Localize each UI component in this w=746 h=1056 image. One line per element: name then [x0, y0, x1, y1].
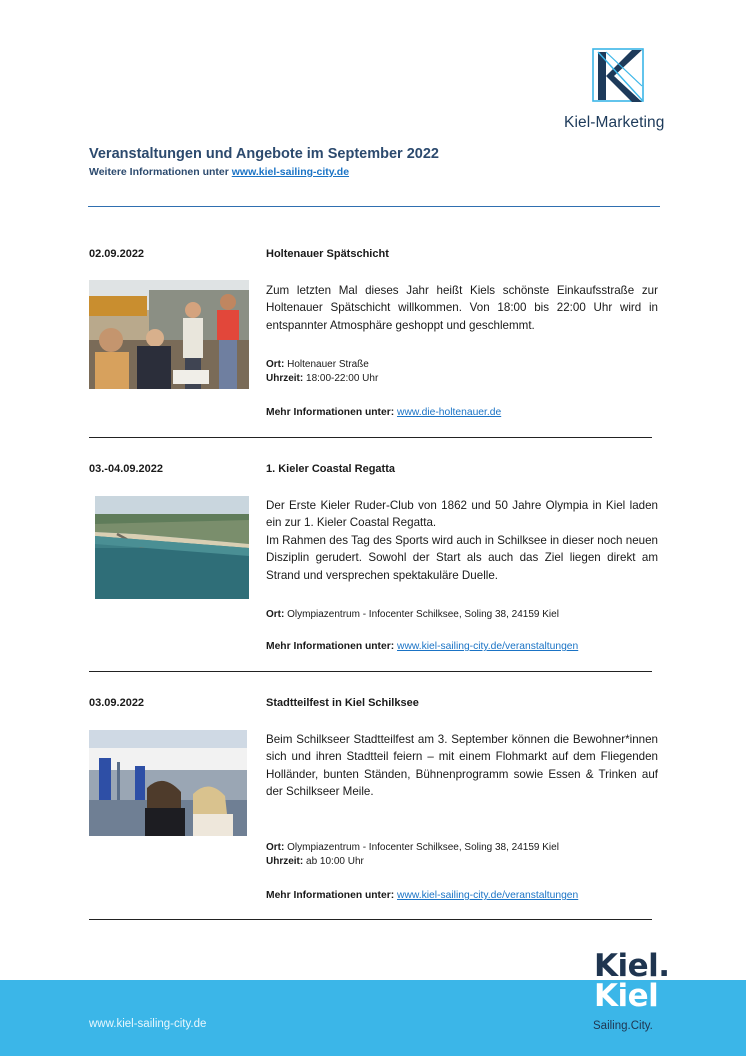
event-divider — [89, 919, 652, 920]
event-more-info: Mehr Informationen unter: www.kiel-sailing-city.de/veranstaltungen — [266, 641, 579, 652]
event-photo-stadtteilfest — [89, 730, 247, 836]
event-time: Uhrzeit: 18:00-22:00 Uhr — [266, 372, 379, 384]
event-location: Ort: Olympiazentrum - Infocenter Schilksee, Soling 38, 24159 Kiel — [266, 842, 559, 853]
event-photo-spaetschicht — [89, 280, 249, 389]
event-meta — [266, 608, 559, 622]
event-meta — [266, 841, 559, 868]
event-link[interactable]: www.kiel-sailing-city.de/veranstaltungen — [397, 641, 579, 652]
event-more-info: Mehr Informationen unter: www.kiel-sailing-city.de/veranstaltungen — [266, 890, 579, 901]
logo-text: Kiel-Marketing — [564, 114, 665, 131]
subtitle-link[interactable]: www.kiel-sailing-city.de — [231, 166, 350, 178]
kiel-marketing-logo — [562, 46, 702, 136]
event-time: Uhrzeit: ab 10:00 Uhr — [266, 855, 364, 867]
event-title: Holtenauer Spätschicht — [266, 248, 389, 260]
page-subtitle — [89, 166, 349, 178]
event-divider — [89, 671, 652, 672]
logo-line-2: Kiel — [594, 978, 659, 1014]
event-divider — [89, 437, 652, 438]
event-link[interactable]: www.kiel-sailing-city.de/veranstaltungen — [397, 890, 579, 901]
event-location: Ort: Holtenauer Straße — [266, 359, 369, 370]
event-meta — [266, 358, 378, 385]
event-title: Stadtteilfest in Kiel Schilksee — [266, 697, 419, 709]
event-date: 03.09.2022 — [89, 697, 145, 709]
km-logo-mark-icon — [592, 46, 648, 104]
event-link[interactable]: www.die-holtenauer.de — [397, 407, 502, 418]
event-description: Zum letzten Mal dieses Jahr heißt Kiels schönste Einkaufsstraße zur Holtenauer Spätschicht willkommen. Von 18:00 bis 22:00 Uhr wird in entspannter Atmosphäre geshoppt und geschlemmt. — [266, 284, 658, 332]
logo-tagline: Sailing.City. — [593, 1020, 653, 1032]
event-more-info: Mehr Informationen unter: www.die-holtenauer.de — [266, 407, 502, 418]
event-location: Ort: Olympiazentrum - Infocenter Schilksee, Soling 38, 24159 Kiel — [266, 609, 559, 620]
event-description: Der Erste Kieler Ruder-Club von 1862 und 50 Jahre Olympia in Kiel laden ein zur 1. Kieler Coastal Regatta. Im Rahmen des Tag des Sports wird auch in Schilksee in dieser noch neuen Disziplin gerudert. Sowohl der Start als auch das Ziel liegen direkt am Strand und versprechen spektakuläre Duelle. — [266, 499, 658, 582]
kiel-sailing-city-logo — [590, 948, 680, 1056]
event-description: Beim Schilkseer Stadtteilfest am 3. September können die Bewohner*innen sich und ihren Stadtteil feiern – mit einem Flohmarkt auf dem Fliegenden Holländer, bunten Ständen, Bühnenprogramm sowie Essen & Trinken auf der Schilkseer Meile. — [266, 733, 658, 799]
page-title: Veranstaltungen und Angebote im September 2022 — [89, 146, 439, 162]
logo-line-1: Kiel. — [594, 948, 670, 984]
subtitle-prefix: Weitere Informationen unter — [89, 166, 232, 178]
header-divider — [88, 206, 660, 207]
event-date: 02.09.2022 — [89, 248, 145, 260]
event-date: 03.-04.09.2022 — [89, 463, 164, 475]
event-title: 1. Kieler Coastal Regatta — [266, 463, 395, 475]
footer-url[interactable]: www.kiel-sailing-city.de — [89, 1018, 207, 1030]
event-photo-coastal-regatta — [95, 496, 249, 599]
